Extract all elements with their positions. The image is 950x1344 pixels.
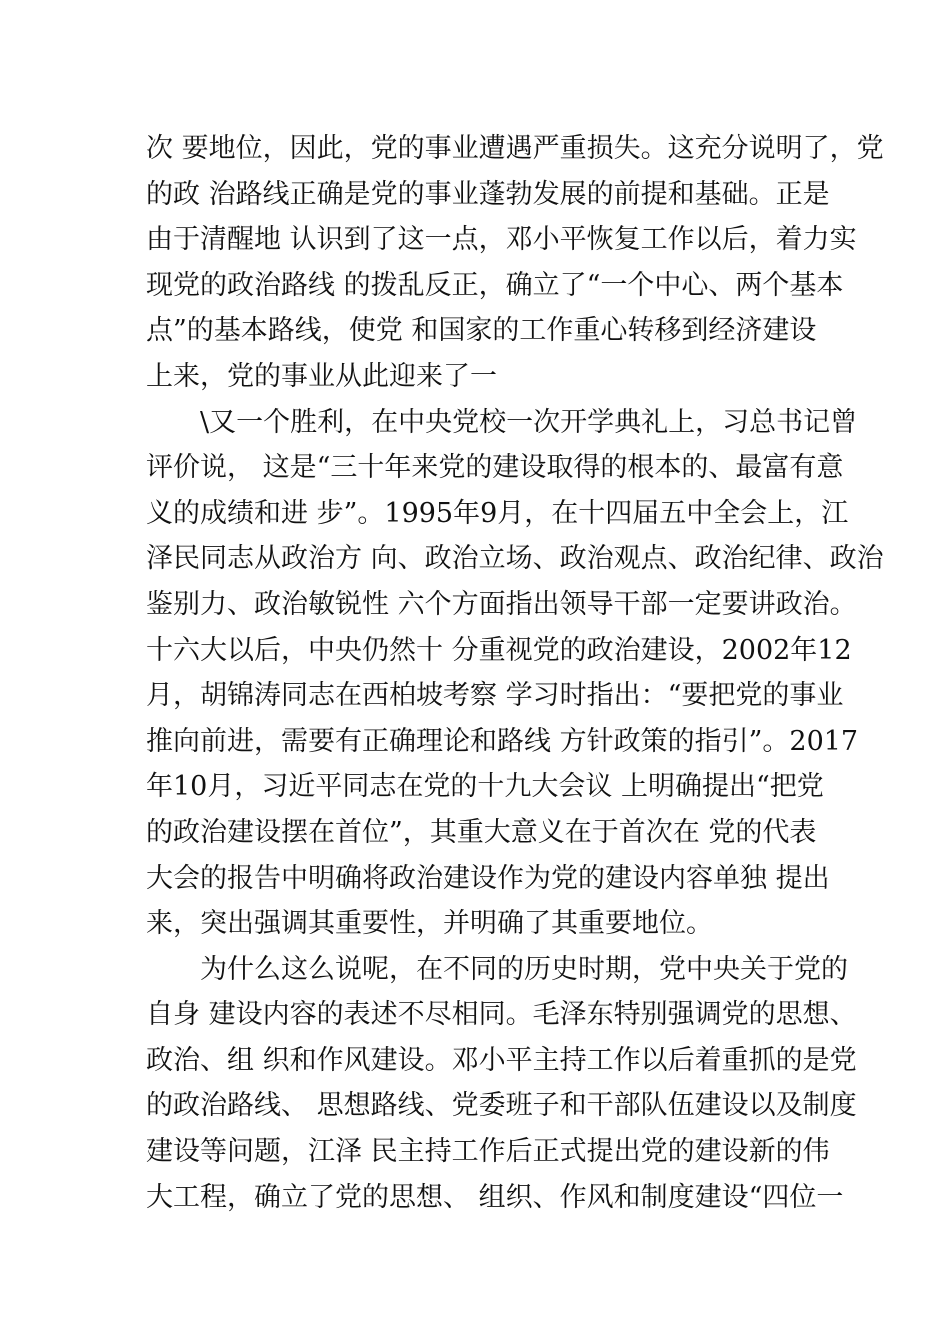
text-line: 自身 建设内容的表述不尽相同。毛泽东特别强调党的思想、 <box>146 999 857 1031</box>
text-line: \又一个胜利，在中央党校一次开学典礼上，习总书记曾 <box>200 406 858 438</box>
text-line: 的政 治路线正确是党的事业蓬勃发展的前提和基础。正是 <box>146 178 830 210</box>
text-line: 义的成绩和进 步”。1995年9月，在十四届五中全会上，江 <box>146 497 849 529</box>
text-line: 点”的基本路线，使党 和国家的工作重心转移到经济建设 <box>146 315 817 347</box>
text-line: 由于清醒地 认识到了这一点，邓小平恢复工作以后，着力实 <box>146 224 857 256</box>
text-line: 的政治建设摆在首位”，其重大意义在于首次在 党的代表 <box>146 816 817 848</box>
text-line: 大会的报告中明确将政治建设作为党的建设内容单独 提出 <box>146 862 830 894</box>
text-line: 现党的政治路线 的拨乱反正，确立了“一个中心、两个基本 <box>146 269 844 301</box>
text-line: 泽民同志从政治方 向、政治立场、政治观点、政治纪律、政治 <box>146 543 884 575</box>
text-line: 年10月，习近平同志在党的十九大会议 上明确提出“把党 <box>146 771 824 803</box>
text-line: 推向前进，需要有正确理论和路线 方针政策的指引”。2017 <box>146 725 859 757</box>
text-line: 的政治路线、 思想路线、党委班子和干部队伍建设以及制度 <box>146 1090 857 1122</box>
paragraph-2 <box>146 400 884 947</box>
body-text <box>146 126 884 1220</box>
text-line: 鉴别力、政治敏锐性 六个方面指出领导干部一定要讲政治。 <box>146 588 857 620</box>
text-line: 建设等问题，江泽 民主持工作后正式提出党的建设新的伟 <box>146 1136 830 1168</box>
text-line: 为什么这么说呢，在不同的历史时期，党中央关于党的 <box>200 953 848 985</box>
paragraph-3 <box>146 947 857 1221</box>
text-line: 来，突出强调其重要性，并明确了其重要地位。 <box>146 908 713 940</box>
text-line: 上来，党的事业从此迎来了一 <box>146 360 497 392</box>
text-line: 次 要地位，因此，党的事业遭遇严重损失。这充分说明了，党 <box>146 133 884 164</box>
text-line: 政治、组 织和作风建设。邓小平主持工作以后着重抓的是党 <box>146 1044 857 1076</box>
text-line: 大工程，确立了党的思想、 组织、作风和制度建设“四位一 <box>146 1181 844 1213</box>
paragraph-1 <box>146 126 884 400</box>
text-line: 评价说， 这是“三十年来党的建设取得的根本的、最富有意 <box>146 452 844 484</box>
text-line: 月，胡锦涛同志在西柏坡考察 学习时指出：“要把党的事业 <box>146 680 844 712</box>
text-line: 十六大以后，中央仍然十 分重视党的政治建设，2002年12 <box>146 634 852 666</box>
